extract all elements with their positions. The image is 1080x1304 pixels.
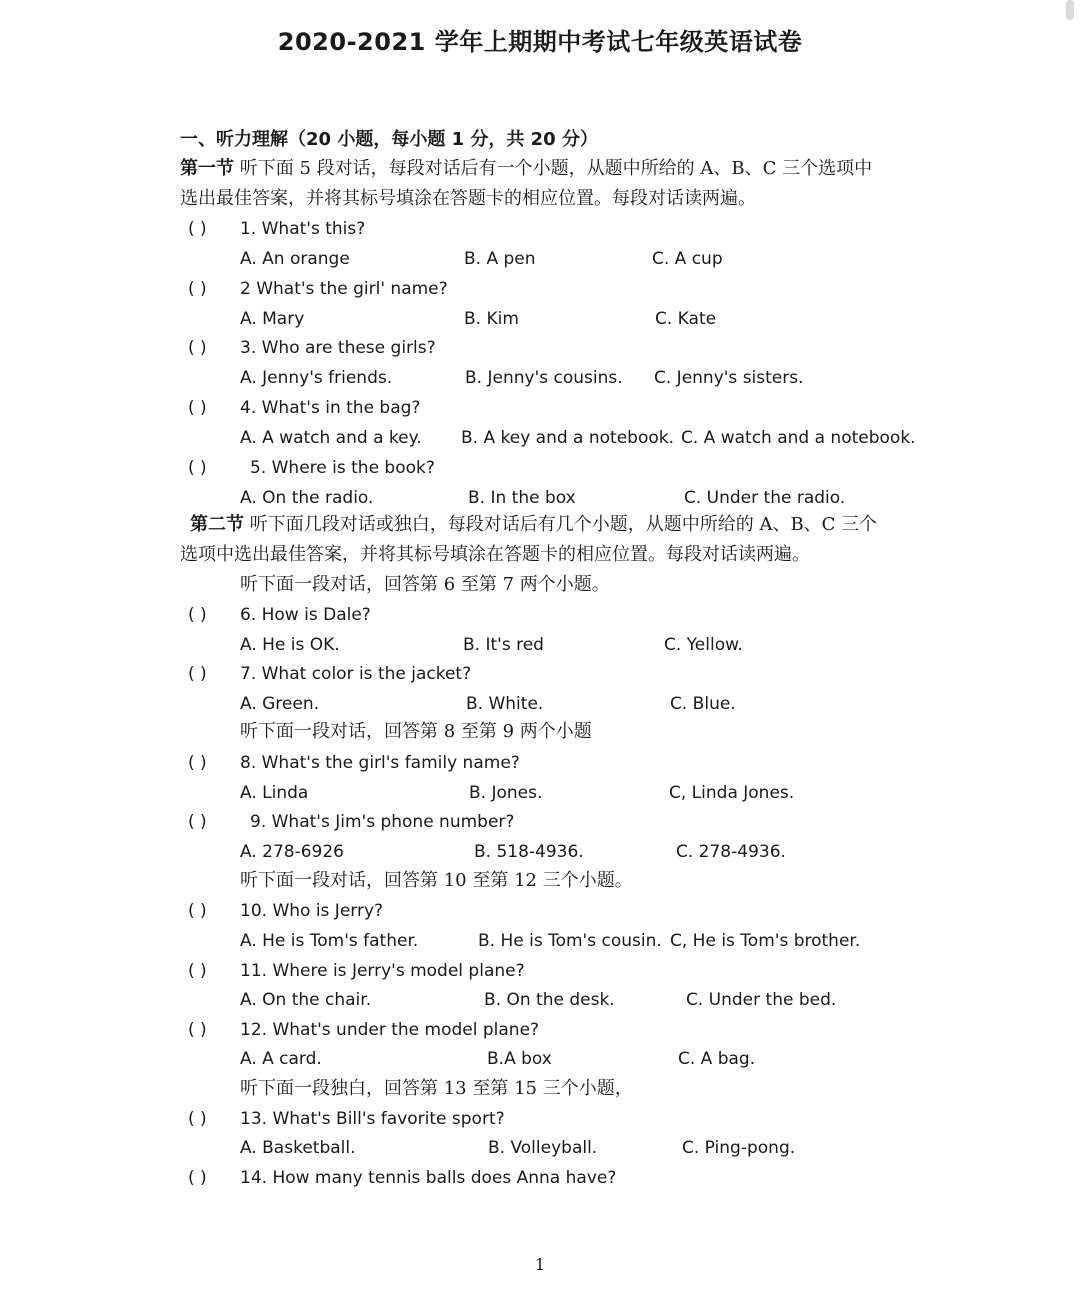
section1-line1 — [180, 157, 872, 181]
option-11c: C. Under the bed. — [686, 990, 837, 1010]
section1-tag: 第一节 — [180, 158, 234, 179]
option-8c: C, Linda Jones. — [669, 783, 795, 803]
option-13a: A. Basketball. — [240, 1138, 356, 1158]
answer-blank[interactable]: ( ) — [188, 753, 207, 773]
option-12a: A. A card. — [240, 1049, 322, 1069]
option-6c: C. Yellow. — [664, 635, 743, 655]
option-12c: C. A bag. — [678, 1049, 756, 1069]
answer-blank[interactable]: ( ) — [188, 664, 207, 684]
question-1: 1. What's this? — [240, 219, 366, 239]
option-11a: A. On the chair. — [240, 990, 372, 1010]
option-8b: B. Jones. — [469, 783, 543, 803]
option-4c: C. A watch and a notebook. — [681, 428, 916, 448]
question-5: 5. Where is the book? — [250, 458, 435, 478]
option-6a: A. He is OK. — [240, 635, 340, 655]
option-1c: C. A cup — [652, 249, 723, 269]
question-11: 11. Where is Jerry's model plane? — [240, 961, 525, 981]
section2-text2: 选项中选出最佳答案，并将其标号填涂在答题卡的相应位置。每段对话读两遍。 — [180, 544, 810, 565]
answer-blank[interactable]: ( ) — [188, 605, 207, 625]
option-7b: B. White. — [466, 694, 544, 714]
question-9: 9. What's Jim's phone number? — [250, 812, 515, 832]
option-1a: A. An orange — [240, 249, 350, 269]
option-3c: C. Jenny's sisters. — [654, 368, 804, 388]
option-7c: C. Blue. — [670, 694, 736, 714]
scrollbar[interactable] — [1066, 0, 1074, 20]
option-4b: B. A key and a notebook. — [461, 428, 675, 448]
option-2a: A. Mary — [240, 309, 305, 329]
question-8: 8. What's the girl's family name? — [240, 753, 520, 773]
option-9a: A. 278-6926 — [240, 842, 344, 862]
section1-text2: 选出最佳答案，并将其标号填涂在答题卡的相应位置。每段对话读两遍。 — [180, 188, 756, 209]
option-6b: B. It's red — [463, 635, 544, 655]
option-12b: B.A box — [487, 1049, 552, 1069]
option-2c: C. Kate — [655, 309, 717, 329]
answer-blank[interactable]: ( ) — [188, 398, 207, 418]
question-7: 7. What color is the jacket? — [240, 664, 472, 684]
question-10: 10. Who is Jerry? — [240, 901, 384, 921]
page-title: 2020-2021 学年上期期中考试七年级英语试卷 — [277, 28, 803, 56]
option-11b: B. On the desk. — [484, 990, 615, 1010]
option-5a: A. On the radio. — [240, 488, 374, 508]
option-5b: B. In the box — [468, 488, 576, 508]
question-13: 13. What's Bill's favorite sport? — [240, 1109, 505, 1129]
question-14: 14. How many tennis balls does Anna have? — [240, 1168, 617, 1188]
answer-blank[interactable]: ( ) — [188, 812, 207, 832]
question-12: 12. What's under the model plane? — [240, 1020, 540, 1040]
section2-tag: 第二节 — [190, 514, 244, 535]
page-number: 1 — [534, 1255, 546, 1274]
option-7a: A. Green. — [240, 694, 320, 714]
option-13b: B. Volleyball. — [488, 1138, 598, 1158]
answer-blank[interactable]: ( ) — [188, 961, 207, 981]
option-3a: A. Jenny's friends. — [240, 368, 393, 388]
option-10b: B. He is Tom's cousin. — [478, 931, 662, 951]
instruction-8-9: 听下面一段对话，回答第 8 至第 9 两个小题 — [240, 721, 592, 742]
option-9b: B. 518-4936. — [474, 842, 584, 862]
option-10a: A. He is Tom's father. — [240, 931, 419, 951]
answer-blank[interactable]: ( ) — [188, 219, 207, 239]
answer-blank[interactable]: ( ) — [188, 1020, 207, 1040]
part1-heading: 一、听力理解（20 小题，每小题 1 分，共 20 分） — [180, 129, 598, 150]
answer-blank[interactable]: ( ) — [188, 901, 207, 921]
instruction-10-12: 听下面一段对话，回答第 10 至第 12 三个小题。 — [240, 870, 633, 891]
question-3: 3. Who are these girls? — [240, 338, 436, 358]
option-4a: A. A watch and a key. — [240, 428, 422, 448]
question-4: 4. What's in the bag? — [240, 398, 421, 418]
answer-blank[interactable]: ( ) — [188, 1168, 207, 1188]
instruction-6-7: 听下面一段对话，回答第 6 至第 7 两个小题。 — [240, 574, 610, 595]
section2-text1: 听下面几段对话或独白，每段对话后有几个小题，从题中所给的 A、B、C 三个 — [249, 514, 878, 535]
question-2: 2 What's the girl' name? — [240, 279, 448, 299]
answer-blank[interactable]: ( ) — [188, 279, 207, 299]
answer-blank[interactable]: ( ) — [188, 1109, 207, 1129]
instruction-13-15: 听下面一段独白，回答第 13 至第 15 三个小题， — [240, 1078, 633, 1099]
answer-blank[interactable]: ( ) — [188, 458, 207, 478]
option-5c: C. Under the radio. — [684, 488, 846, 508]
option-9c: C. 278-4936. — [676, 842, 786, 862]
answer-blank[interactable]: ( ) — [188, 338, 207, 358]
option-10c: C, He is Tom's brother. — [670, 931, 861, 951]
option-1b: B. A pen — [464, 249, 536, 269]
section1-text1: 听下面 5 段对话，每段对话后有一个小题，从题中所给的 A、B、C 三个选项中 — [239, 158, 873, 179]
option-3b: B. Jenny's cousins. — [465, 368, 623, 388]
section2-line1 — [190, 513, 877, 537]
option-2b: B. Kim — [464, 309, 519, 329]
option-8a: A. Linda — [240, 783, 309, 803]
question-6: 6. How is Dale? — [240, 605, 371, 625]
option-13c: C. Ping-pong. — [682, 1138, 796, 1158]
